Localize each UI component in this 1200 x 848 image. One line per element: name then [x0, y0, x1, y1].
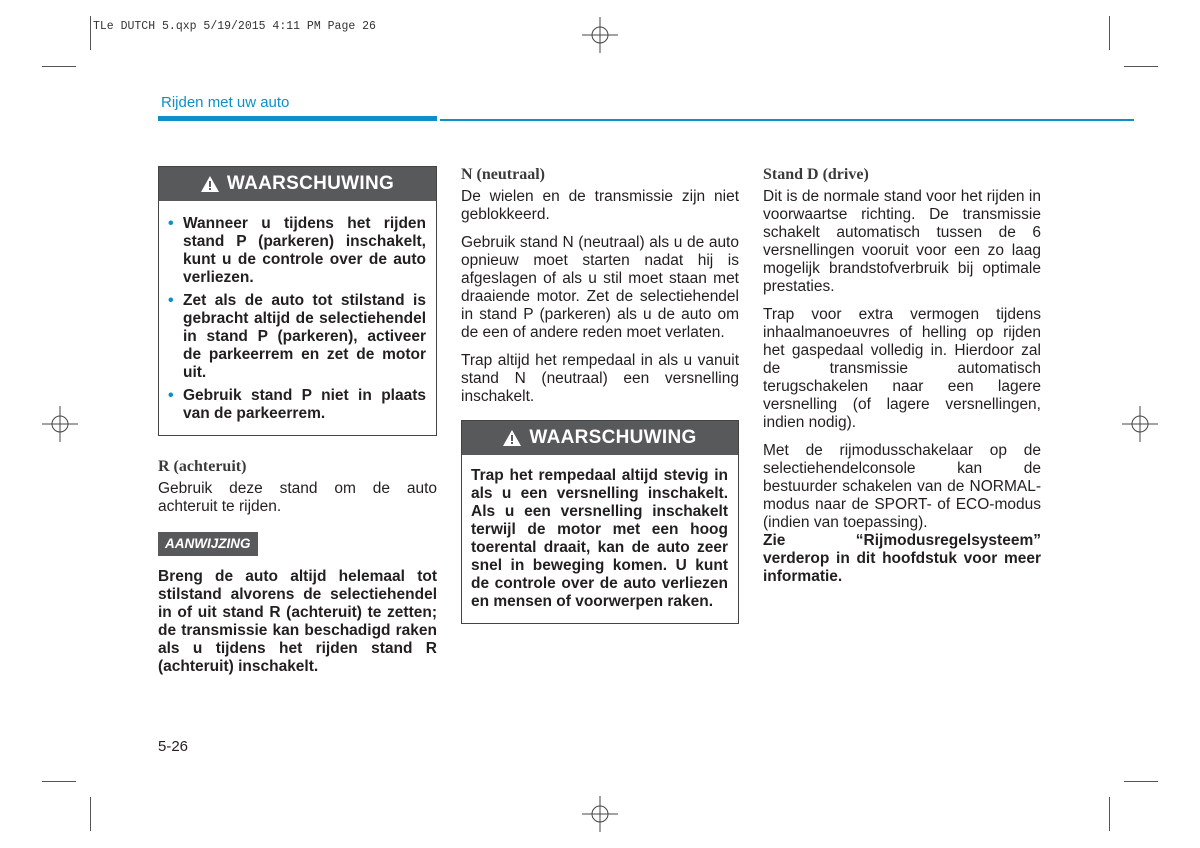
bullet-icon: •	[168, 215, 174, 232]
warning-text: Trap het rempedaal altijd stevig in als u een versnelling inschakelt. Als u een versnelling inschakelt terwijl de motor met een hoog toerental draait, kan de auto zeer snel in beweging komen. U kunt de controle over de auto verliezen en mensen of voorwerpen raken.	[471, 467, 728, 610]
warning-item-text: Wanneer u tijdens het rijden stand P (parkeren) inschakelt, kunt u de controle over de auto verliezen.	[183, 215, 426, 286]
n-paragraph: Gebruik stand N (neutraal) als u de auto opnieuw moet starten nadat hij is afgeslagen of als u stil moet staan met draaiende motor. Zet de selectiehendel in stand P (parkeren) als u de auto om de een of andere reden moet verlaten.	[461, 234, 739, 341]
registration-mark-icon	[582, 17, 618, 53]
header-rule-thick	[158, 116, 437, 121]
warning-box	[158, 166, 437, 436]
d-paragraph: Dit is de normale stand voor het rijden in voorwaartse richting. De transmissie schakelt automatisch tussen de 6 versnellingen vooruit voor een zo laag mogelijk brandstofverbruik bij optimale prestaties.	[763, 188, 1041, 295]
bullet-icon: •	[168, 387, 174, 404]
warning-body	[159, 201, 436, 435]
warning-triangle-icon	[503, 430, 521, 446]
crop-mark	[1109, 16, 1110, 50]
n-paragraph: Trap altijd het rempedaal in als u vanuit stand N (neutraal) een versnelling inschakelt.	[461, 352, 739, 405]
column-1	[158, 166, 437, 686]
crop-mark	[1124, 66, 1158, 67]
d-paragraph: Met de rijmodusschakelaar op de selectiehendelconsole kan de bestuurder schakelen van de NORMAL-modus naar de SPORT- of ECO-modus (indien van toepassing).	[763, 442, 1041, 531]
registration-mark-icon	[42, 406, 78, 442]
crop-mark	[1109, 797, 1110, 831]
see-also-paragraph: Zie “Rijmodusregelsysteem” verderop in dit hoofdstuk voor meer informatie.	[763, 532, 1041, 585]
n-heading: N (neutraal)	[461, 166, 545, 183]
page-number: 5-26	[158, 738, 189, 755]
section-title: Rijden met uw auto	[161, 94, 290, 111]
column-2	[461, 166, 739, 624]
registration-mark-icon	[582, 796, 618, 832]
crop-mark	[90, 797, 91, 831]
d-paragraph: Trap voor extra vermogen tijdens inhaalmanoeuvres of helling op rijden het gaspedaal volledig in. Hierdoor zal de transmissie automatisch terugschakelen naar een lagere versnelling (of lagere versnellingen, indien nodig).	[763, 306, 1041, 431]
crop-mark	[90, 16, 91, 50]
d-heading: Stand D (drive)	[763, 166, 869, 183]
warning-list-item	[168, 215, 426, 287]
warning-list-item	[168, 387, 426, 423]
note-label: AANWIJZING	[158, 532, 258, 556]
warning-item-text: Gebruik stand P niet in plaats van de parkeerrem.	[183, 387, 426, 422]
crop-mark	[42, 781, 76, 782]
warning-item-text: Zet als de auto tot stilstand is gebracht altijd de selectiehendel in stand P (parkeren), activeer de parkeerrem en zet de motor uit.	[183, 292, 426, 381]
header-rule-thin	[440, 119, 1134, 121]
print-slug: TLe DUTCH 5.qxp 5/19/2015 4:11 PM Page 26	[93, 20, 376, 33]
warning-body	[462, 455, 738, 623]
warning-box	[461, 420, 739, 624]
warning-header	[462, 421, 738, 455]
warning-header	[159, 167, 436, 201]
note-text: Breng de auto altijd helemaal tot stilstand alvorens de selectiehendel in of uit stand R (achteruit) te zetten; de transmissie kan beschadigd raken als u tijdens het rijden stand R (achteruit) inschakelt.	[158, 568, 437, 675]
bullet-icon: •	[168, 292, 174, 309]
warning-triangle-icon	[201, 176, 219, 192]
n-paragraph: De wielen en de transmissie zijn niet geblokkeerd.	[461, 188, 739, 223]
warning-list	[168, 215, 426, 423]
r-heading: R (achteruit)	[158, 458, 247, 475]
crop-mark	[42, 66, 76, 67]
warning-title: WAARSCHUWING	[226, 173, 395, 194]
warning-list-item	[168, 292, 426, 382]
registration-mark-icon	[1122, 406, 1158, 442]
column-3	[763, 166, 1041, 596]
r-paragraph: Gebruik deze stand om de auto achteruit te rijden.	[158, 480, 437, 515]
warning-title: WAARSCHUWING	[529, 427, 697, 448]
crop-mark	[1124, 781, 1158, 782]
